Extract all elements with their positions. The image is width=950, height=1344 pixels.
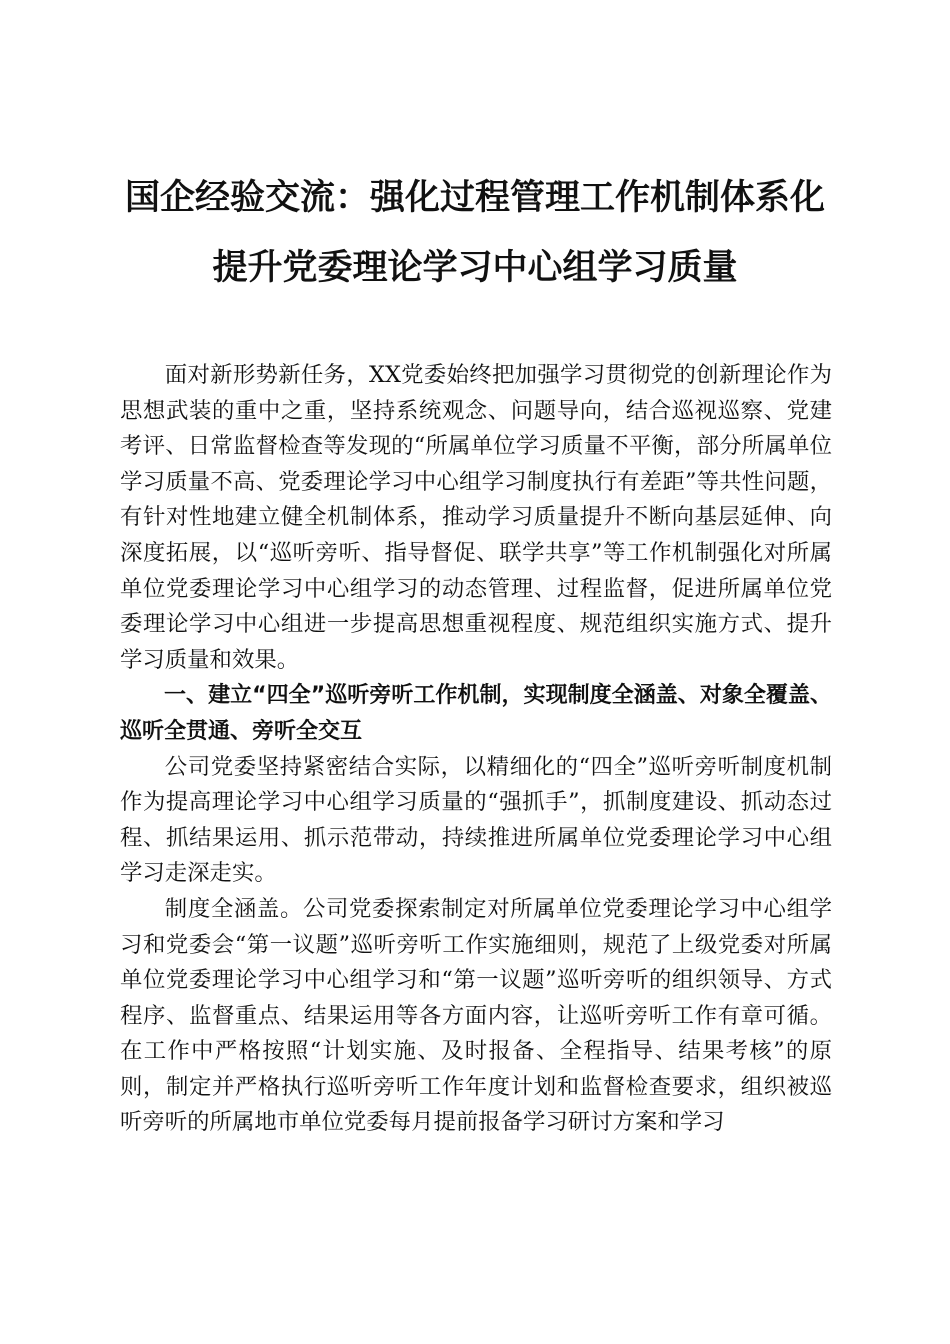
paragraph-system-coverage: 制度全涵盖。公司党委探索制定对所属单位党委理论学习中心组学习和党委会“第一议题”巡听旁听工作实施细则，规范了上级党委对所属单位党委理论学习中心组学习和“第一议题”巡听旁听的组织领导、方式程序、监督重点、结果运用等各方面内容，让巡听旁听工作有章可循。在工作中严格按照“计划实施、及时报备、全程指导、结果考核”的原则，制定并严格执行巡听旁听工作年度计划和监督检查要求，组织被巡听旁听的所属地市单位党委每月提前报备学习研讨方案和学习 [120, 895, 832, 1136]
document-title-line1: 国企经验交流：强化过程管理工作机制体系化 [124, 177, 825, 218]
paragraph-section1-overview: 公司党委坚持紧密结合实际，以精细化的“四全”巡听旁听制度机制作为提高理论学习中心组学习质量的“强抓手”，抓制度建设、抓动态过程、抓结果运用、抓示范带动，持续推进所属单位党委理论学习中心组学习走深走实。 [120, 753, 832, 887]
document-title-line2: 提升党委理论学习中心组学习质量 [212, 247, 738, 288]
section-heading-1: 一、建立“四全”巡听旁听工作机制，实现制度全涵盖、对象全覆盖、巡听全贯通、旁听全交互 [120, 683, 832, 744]
document-body [120, 358, 832, 1141]
paragraph-intro: 面对新形势新任务，XX党委始终把加强学习贯彻党的创新理论作为思想武装的重中之重，坚持系统观念、问题导向，结合巡视巡察、党建考评、日常监督检查等发现的“所属单位学习质量不平衡，部分所属单位学习质量不高、党委理论学习中心组学习制度执行有差距”等共性问题，有针对性地建立健全机制体系，推动学习质量提升不断向基层延伸、向深度拓展，以“巡听旁听、指导督促、联学共享”等工作机制强化对所属单位党委理论学习中心组学习的动态管理、过程监督，促进所属单位党委理论学习中心组进一步提高思想重视程度、规范组织实施方式、提升学习质量和效果。 [120, 362, 832, 673]
